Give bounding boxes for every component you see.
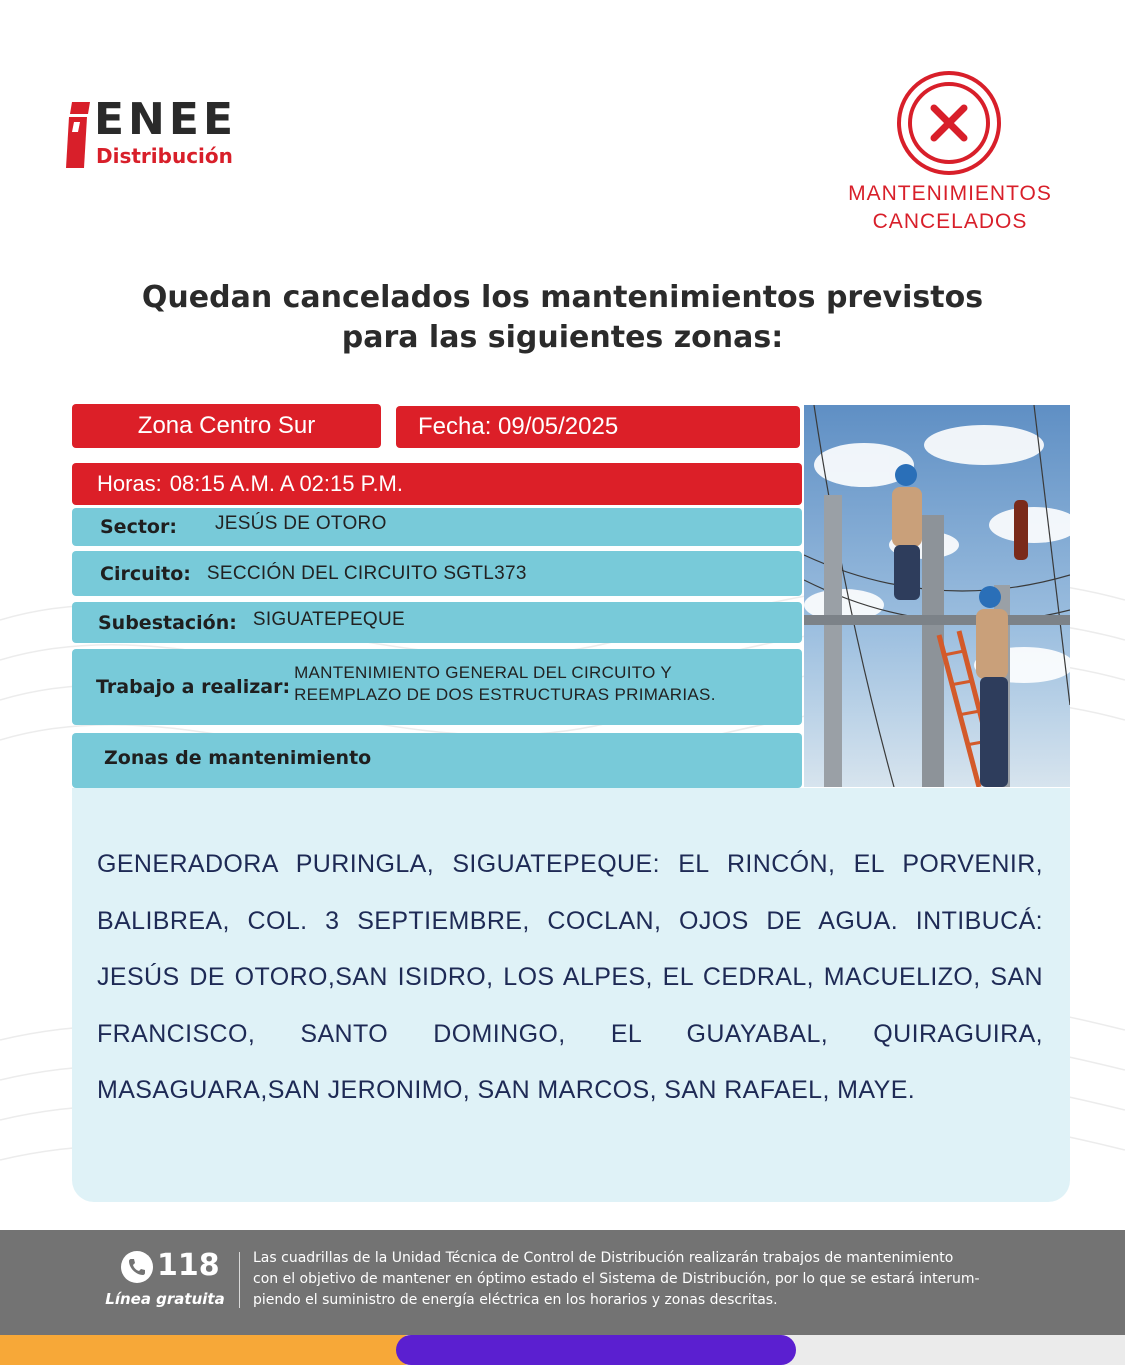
sector-label: Sector: bbox=[100, 516, 177, 538]
headline-line2: para las siguientes zonas: bbox=[341, 320, 784, 355]
work-value bbox=[294, 662, 716, 706]
circuit-label: Circuito: bbox=[100, 562, 191, 585]
work-label: Trabajo a realizar: bbox=[96, 676, 291, 698]
sector-row bbox=[72, 508, 802, 546]
lineworkers-photo bbox=[804, 405, 1070, 787]
zone-text: Zona Centro Sur bbox=[137, 412, 316, 439]
footer-line1: Las cuadrillas de la Unidad Técnica de Control de Distribución realizarán trabajos de mantenimiento bbox=[253, 1250, 954, 1266]
bottom-bar-purple bbox=[396, 1335, 796, 1365]
logo-brand-text: ENEE bbox=[94, 94, 237, 145]
hotline-number: 118 bbox=[157, 1248, 220, 1283]
substation-label: Subestación: bbox=[98, 611, 237, 634]
work-row bbox=[72, 649, 802, 725]
cancelled-badge-label bbox=[820, 180, 1080, 236]
substation-row bbox=[72, 602, 802, 643]
hotline-label: Línea gratuita bbox=[105, 1290, 225, 1308]
phone-icon bbox=[120, 1250, 154, 1284]
zone-pill bbox=[72, 404, 381, 448]
work-value-line1: MANTENIMIENTO GENERAL DEL CIRCUITO Y bbox=[294, 663, 672, 682]
headline bbox=[40, 278, 1085, 358]
enee-logo-mark bbox=[66, 102, 90, 168]
footer-divider bbox=[239, 1252, 240, 1308]
footer-disclaimer bbox=[253, 1248, 1053, 1311]
circuit-value: SECCIÓN DEL CIRCUITO SGTL373 bbox=[206, 562, 527, 584]
hours-pill bbox=[72, 463, 802, 505]
zones-header-row bbox=[72, 733, 802, 788]
footer-line2: con el objetivo de mantener en óptimo estado el Sistema de Distribución, por lo que se estará interum- bbox=[253, 1271, 980, 1287]
circuit-row bbox=[72, 551, 802, 596]
date-value: 09/05/2025 bbox=[498, 413, 619, 440]
footer-line3: piendo el suministro de energía eléctrica en los horarios y zonas descritas. bbox=[253, 1292, 778, 1308]
zones-list: GENERADORA PURINGLA, SIGUATEPEQUE: EL RINCÓN, EL PORVENIR, BALIBREA, COL. 3 SEPTIEMBRE, COCLAN, OJOS DE AGUA. INTIBUCÁ: JESÚS DE OTORO,SAN ISIDRO, LOS ALPES, EL CEDRAL, MACUELIZO, SAN FRANCISCO, SANTO DOMINGO, EL GUAYABAL, QUIRAGUIRA, MASAGUARA,SAN JERONIMO, SAN MARCOS, SAN RAFAEL, MAYE. bbox=[97, 850, 1043, 1104]
footer bbox=[0, 1230, 1125, 1335]
work-value-line2: REEMPLAZO DE DOS ESTRUCTURAS PRIMARIAS. bbox=[294, 685, 716, 704]
headline-line1: Quedan cancelados los mantenimientos previstos bbox=[141, 280, 984, 315]
date-pill bbox=[396, 406, 800, 448]
bottom-bar-orange bbox=[0, 1335, 418, 1365]
hours-label: Horas: bbox=[97, 471, 162, 496]
close-circle-icon bbox=[896, 70, 1002, 176]
sector-value: JESÚS DE OTORO bbox=[214, 513, 387, 534]
cancelled-badge-line2: CANCELADOS bbox=[872, 210, 1028, 233]
date-label: Fecha: bbox=[418, 413, 492, 440]
hours-value: 08:15 A.M. A 02:15 P.M. bbox=[169, 471, 403, 496]
zones-label: Zonas de mantenimiento bbox=[104, 746, 372, 769]
logo-subtitle: Distribución bbox=[96, 144, 233, 168]
substation-value: SIGUATEPEQUE bbox=[252, 608, 405, 630]
enee-logo bbox=[66, 94, 296, 170]
cancelled-badge-line1: MANTENIMIENTOS bbox=[848, 182, 1052, 205]
